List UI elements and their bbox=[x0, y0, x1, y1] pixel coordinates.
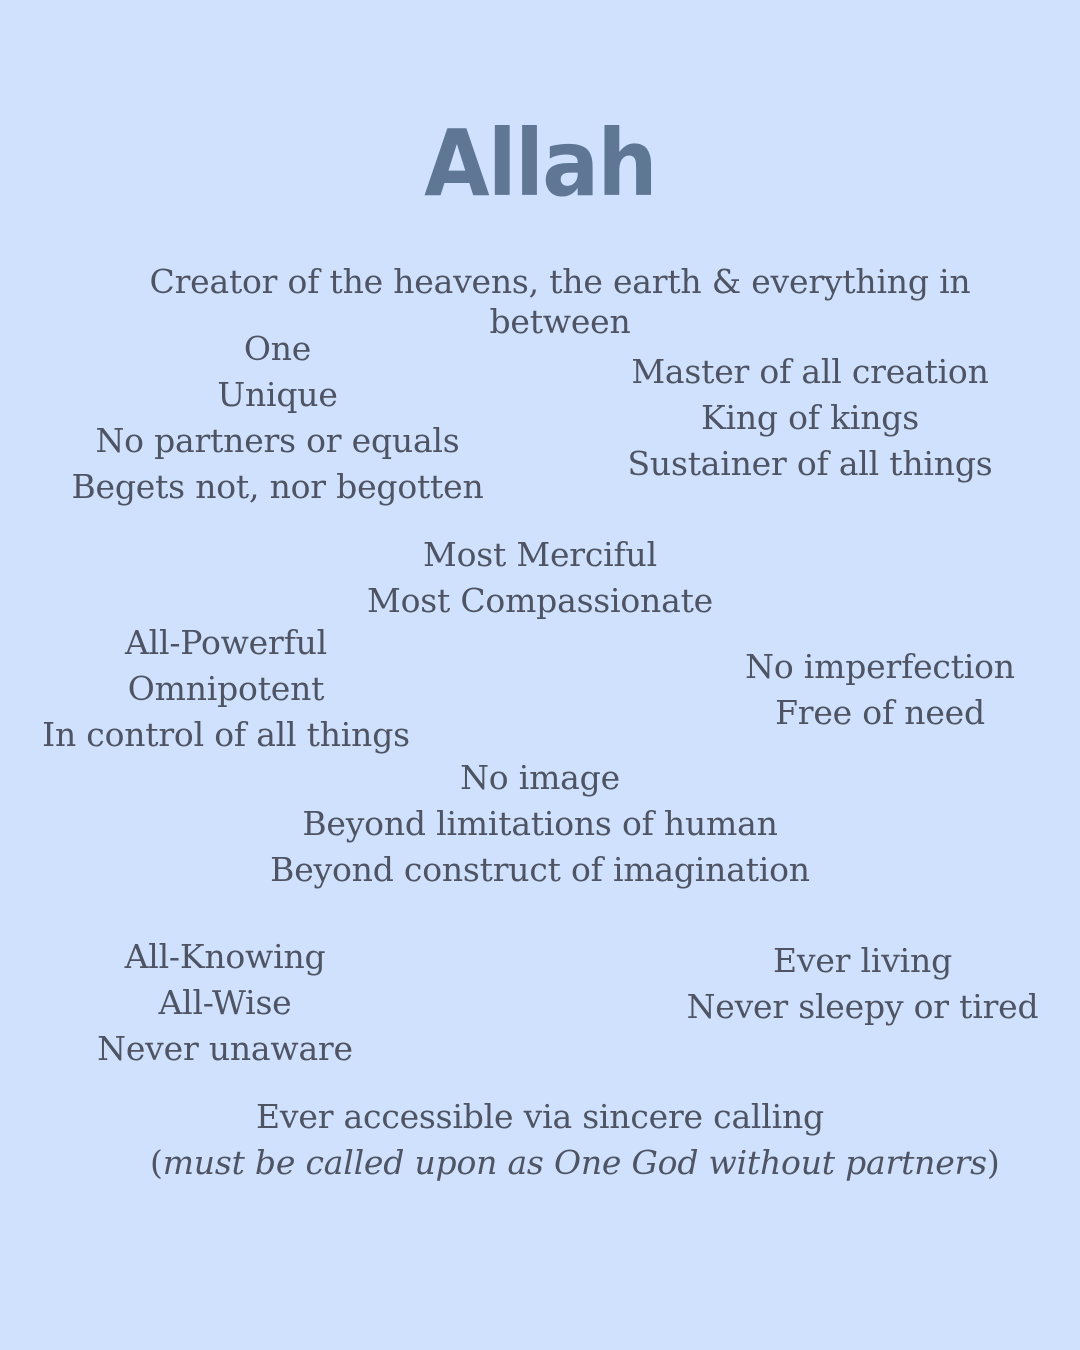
attribute-line: Most Merciful bbox=[423, 535, 657, 574]
attribute-line: Unique bbox=[217, 375, 338, 414]
italic-note: must be called upon as One God without partners bbox=[162, 1143, 987, 1182]
attribute-line: Free of need bbox=[775, 693, 985, 732]
attribute-line: All-Wise bbox=[158, 983, 292, 1022]
attributes-sovereignty bbox=[590, 349, 1030, 487]
page-title: Allah bbox=[424, 110, 656, 217]
attributes-power bbox=[30, 620, 422, 758]
attributes-life bbox=[680, 938, 1045, 1030]
attribute-line: No image bbox=[460, 758, 620, 797]
attribute-line: Never unaware bbox=[97, 1029, 353, 1068]
accessibility-note bbox=[150, 1140, 1000, 1186]
attribute-line: All-Knowing bbox=[124, 937, 326, 976]
attributes-oneness bbox=[45, 326, 510, 510]
attribute-line: No imperfection bbox=[745, 647, 1015, 686]
attribute-line: Most Compassionate bbox=[367, 581, 713, 620]
attribute-line: Sustainer of all things bbox=[627, 444, 993, 483]
attribute-line: Beyond construct of imagination bbox=[270, 850, 810, 889]
attributes-perfection bbox=[720, 644, 1040, 736]
attribute-line: One bbox=[243, 329, 312, 368]
subtitle: Creator of the heavens, the earth & everything in between bbox=[149, 262, 971, 341]
attribute-line: Omnipotent bbox=[127, 669, 325, 708]
open-parenthesis: ( bbox=[150, 1143, 163, 1182]
attributes-transcendence bbox=[250, 755, 830, 893]
attributes-knowledge bbox=[55, 934, 395, 1072]
attribute-line: Master of all creation bbox=[631, 352, 989, 391]
attributes-accessibility bbox=[150, 1094, 1000, 1186]
attribute-line: Never sleepy or tired bbox=[686, 987, 1039, 1026]
attributes-mercy bbox=[300, 532, 780, 624]
attribute-line: All-Powerful bbox=[125, 623, 327, 662]
attribute-line: Begets not, nor begotten bbox=[71, 467, 484, 506]
attribute-line: Beyond limitations of human bbox=[302, 804, 778, 843]
attribute-line: Ever living bbox=[772, 941, 952, 980]
attribute-line: In control of all things bbox=[42, 715, 410, 754]
close-parenthesis: ) bbox=[986, 1143, 1000, 1182]
attribute-line: No partners or equals bbox=[95, 421, 460, 460]
attribute-line: King of kings bbox=[701, 398, 919, 437]
accessibility-line: Ever accessible via sincere calling bbox=[256, 1097, 824, 1136]
